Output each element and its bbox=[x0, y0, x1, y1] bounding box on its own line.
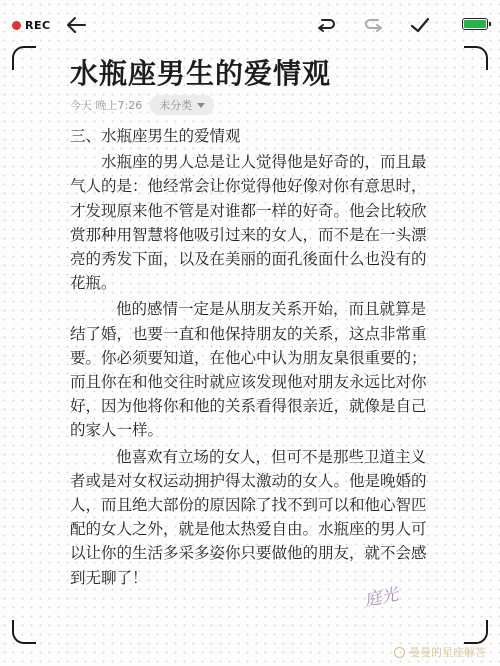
back-arrow-icon[interactable] bbox=[64, 13, 88, 37]
category-dropdown[interactable] bbox=[150, 95, 214, 115]
battery-icon bbox=[462, 18, 488, 30]
watermark-text: 曼曼的星座解答 bbox=[409, 646, 486, 659]
paragraph: 他喜欢有立场的女人，但可不是那些卫道主义者或是对女权运动拥护得太激动的女人。他是晚婚的人，而且绝大部份的原因除了找不到可以和他心智匹配的女人之外，就是他太热爱自由。水瓶座的男人可以让你的生活多采多姿你只要做他的朋友，就不会感到无聊了！ bbox=[70, 447, 427, 587]
section-heading: 三、水瓶座男生的爱情观 bbox=[70, 127, 241, 145]
recording-indicator bbox=[12, 19, 51, 32]
frame-corner-top-left bbox=[12, 46, 36, 70]
paragraph: 他的感情一定是从朋友关系开始，而且就算是结了婚，也要一直和他保持朋友的关系，这点非常重要。你必须要知道，在他心中认为朋友臬很重要的；而且你在和他交往时就应该发现他对朋友永远比对你好，因为他将你和他的关系看得很亲近，就像是自己的家人一样。 bbox=[70, 300, 427, 440]
watermark bbox=[394, 644, 486, 660]
note-date: 今天 晚上7:26 bbox=[70, 99, 143, 112]
rec-label: REC bbox=[25, 19, 51, 32]
record-dot-icon bbox=[12, 21, 21, 30]
frame-corner-top-right bbox=[464, 46, 488, 70]
check-icon[interactable] bbox=[408, 13, 432, 37]
category-label: 未分类 bbox=[159, 99, 193, 112]
top-toolbar bbox=[0, 0, 500, 50]
battery-level bbox=[464, 20, 486, 28]
chevron-down-icon bbox=[197, 103, 205, 108]
paragraph: 水瓶座的男人总是让人觉得他是好奇的，而且最气人的是：他经常会让你觉得他好像对你有意思时，才发现原来他不管是对谁都一样的好奇。他会比较欣赏那种用智慧将他吸引过来的女人，而不是在一头漂亮的秀发下面，以及在美丽的面孔後面什么也没有的花瓶。 bbox=[70, 153, 427, 293]
redo-icon[interactable] bbox=[362, 13, 386, 37]
handwritten-signature: 庭光 bbox=[362, 584, 401, 612]
note-body[interactable] bbox=[70, 124, 434, 592]
watermark-logo-icon bbox=[394, 647, 405, 658]
undo-icon[interactable] bbox=[314, 13, 338, 37]
frame-corner-bottom-left bbox=[12, 620, 36, 644]
note-meta bbox=[70, 95, 214, 115]
frame-corner-bottom-right bbox=[464, 620, 488, 644]
note-title[interactable]: 水瓶座男生的爱情观 bbox=[70, 57, 332, 90]
